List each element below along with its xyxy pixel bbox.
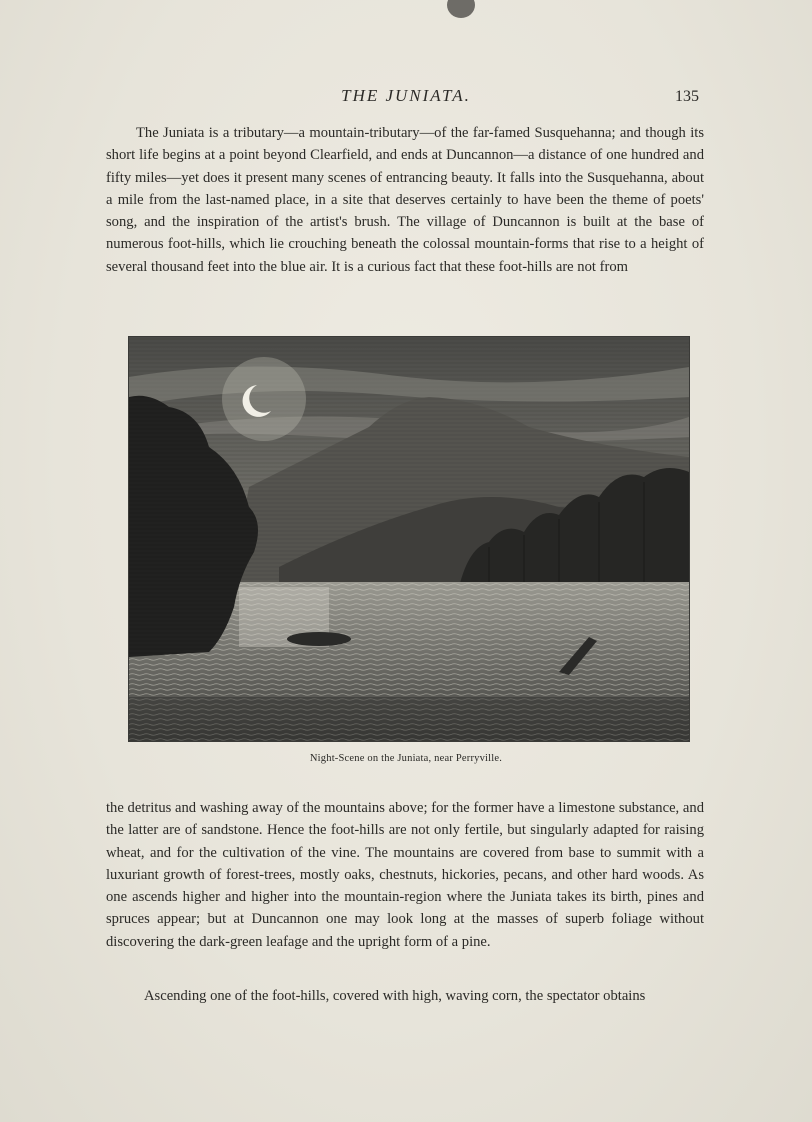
- paragraph-3: Ascending one of the foot-hills, covered with high, waving corn, the spectator obtains: [144, 988, 646, 1004]
- binding-hole: [447, 0, 475, 18]
- page-number: 135: [675, 88, 699, 105]
- paragraph-2: the detritus and washing away of the mountains above; for the former have a limestone substance, and the latter are of sandstone. Hence the foot-hills are not only fertile, but singularly adapted for raising wheat, and for the cultivation of the vine. The mountains are covered from base to summit with a luxuriant growth of forest-trees, mostly oaks, chestnuts, hickories, pecans, and other hard woods. As one ascends higher and higher into the mountain-region where the Juniata takes its birth, pines and spruces appear; but at Duncannon one may look long at the masses of superb foliage without discovering the dark-green leafage and the upright form of a pine.: [106, 800, 704, 950]
- night-river-engraving: [129, 337, 689, 741]
- figure-caption: Night-Scene on the Juniata, near Perryville.: [309, 753, 503, 764]
- paragraph-1: The Juniata is a tributary—a mountain-tributary—of the far-famed Susquehanna; and though its short life begins at a point beyond Clearfield, and ends at Duncannon—a distance of one hundred and fifty miles—yet does it present many scenes of entrancing beauty. It falls into the Susquehanna, about a mile from the last-named place, in a site that deserves certainly to have been the theme of poets' song, and the inspiration of the artist's brush. The village of Duncannon is built at the base of numerous foot-hills, which lie crouching beneath the colossal mountain-forms that rise to a height of several thousand feet into the blue air. It is a curious fact that these foot-hills are not from: [106, 125, 704, 275]
- running-head-title: THE JUNIATA.: [341, 86, 471, 105]
- engraving-illustration: [128, 336, 690, 742]
